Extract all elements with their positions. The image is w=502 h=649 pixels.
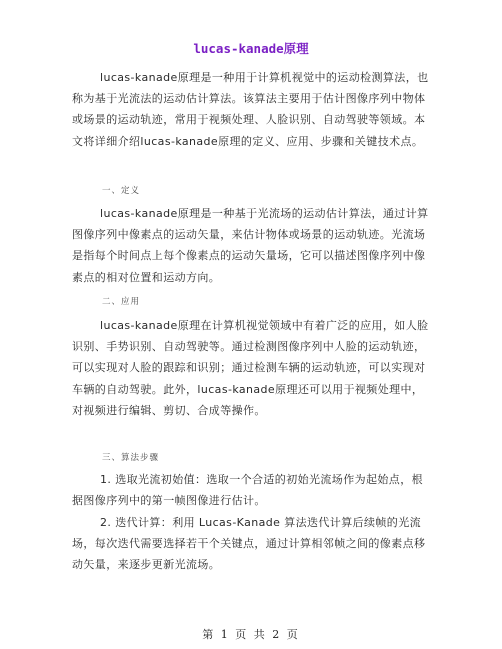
step-1-paragraph: 1. 选取光流初始值：选取一个合适的初始光流场作为起始点，根据图像序列中的第一帧图像进行估计。 [72,473,423,508]
section-heading-steps: 三、算法步骤 [102,453,160,463]
section-heading-applications: 二、应用 [102,297,141,307]
document-title: lucas-kanade原理 [193,41,309,56]
definition-paragraph: lucas-kanade原理是一种基于光流场的运动估计算法，通过计算图像序列中像素点的运动矢量，来估计物体或场景的运动轨迹。光流场是指每个时间点上每个像素点的运动矢量场，它可以描述图像序列中像素点的相对位置和运动方向。 [72,207,429,284]
page-footer: 第 1 页 共 2 页 [202,628,300,641]
applications-paragraph: lucas-kanade原理在计算机视觉领域中有着广泛的应用，如人脸识别、手势识别、自动驾驶等。通过检测图像序列中人脸的运动轨迹，可以实现对人脸的跟踪和识别；通过检测车辆的运动轨迹，可以实现对车辆的自动驾驶。此外，lucas-kanade原理还可以用于视频处理中，对视频进行编辑、剪切、合成等操作。 [72,319,429,417]
step-2-paragraph: 2. 迭代计算：利用 Lucas-Kanade 算法迭代计算后续帧的光流场，每次迭代需要选择若干个关键点，通过计算相邻帧之间的像素点移动矢量，来逐步更新光流场。 [72,516,426,572]
intro-paragraph: lucas-kanade原理是一种用于计算机视觉中的运动检测算法，也称为基于光流法的运动估计算法。该算法主要用于估计图像序列中物体或场景的运动轨迹，常用于视频处理、人脸识别、自动驾驶等领域。本文将详细介绍lucas-kanade原理的定义、应用、步骤和关键技术点。 [72,71,429,148]
section-heading-definition: 一、定义 [102,186,141,196]
